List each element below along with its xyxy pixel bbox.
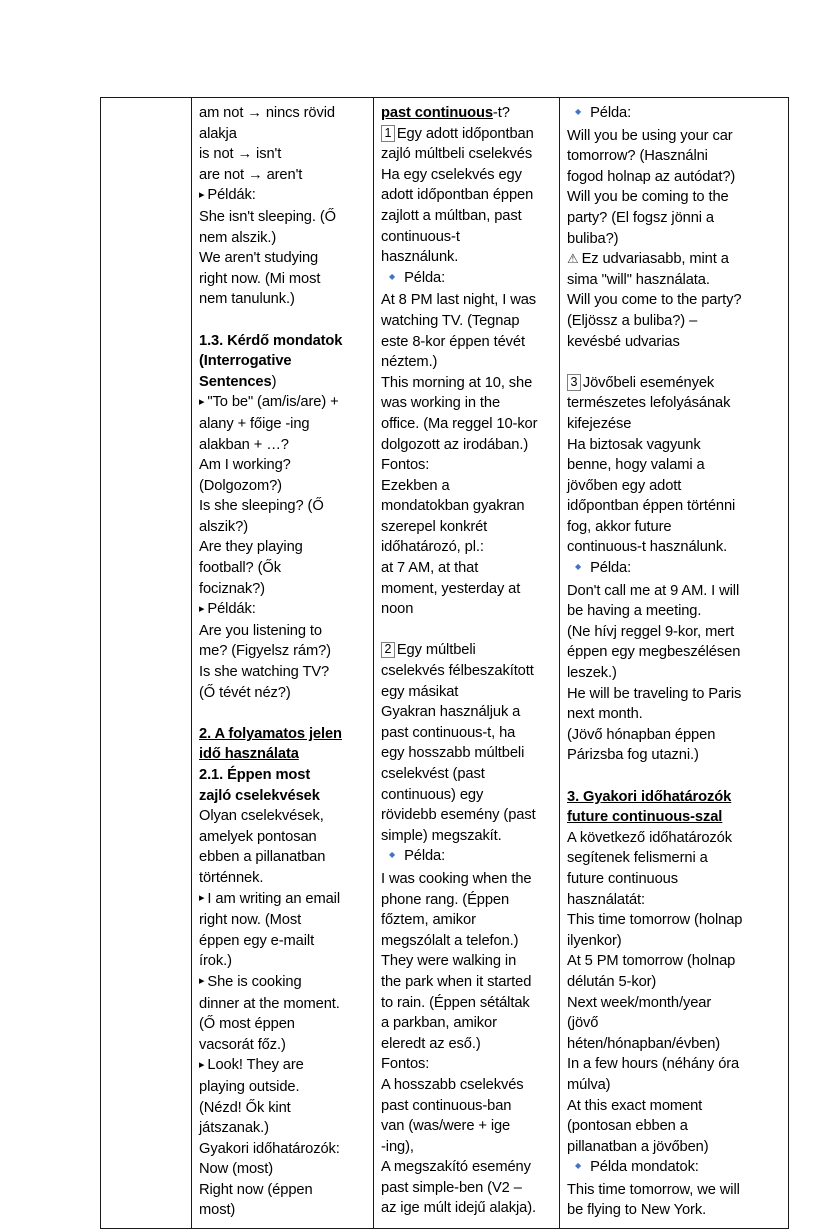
text-line: leszek.) [567, 665, 617, 682]
text-line: Ezekben a [381, 477, 450, 494]
text-line: Olyan cselekvések, [199, 808, 324, 825]
text-line: watching TV. (Tegnap [381, 312, 520, 329]
heading-line: 1.3. Kérdő mondatok [199, 332, 343, 349]
text-line: Is she sleeping? (Ő [199, 498, 324, 515]
text-line: segítenek felismerni a [567, 850, 708, 867]
text-line: fociznak?) [199, 580, 265, 597]
text-line: játszanak.) [199, 1120, 269, 1137]
line-spacer [567, 352, 781, 373]
text-line: am not → nincs rövid [199, 105, 335, 121]
text-line: Right now (éppen [199, 1181, 313, 1198]
section-heading-line: 2. A folyamatos jelen [199, 725, 342, 742]
text-line: Now (most) [199, 1161, 274, 1178]
diamond-bullet-line: ◆ Példa: [567, 103, 781, 126]
cell-content-present-continuous [199, 103, 366, 1221]
text-line: megszólalt a telefon.) [381, 932, 519, 949]
diamond-bullet-line: ◆ Példa: [567, 558, 781, 581]
text-line: vacsorát főz.) [199, 1036, 286, 1053]
grammar-reference-table [100, 97, 789, 1229]
text-line: Are they playing [199, 539, 303, 556]
text-line: (jövő [567, 1015, 599, 1032]
text-line: continuous) egy [381, 786, 484, 803]
text-line: continuous-t [381, 228, 460, 245]
text-line: She isn't sleeping. (Ő [199, 208, 336, 225]
text-line: időhatározó, pl.: [381, 539, 484, 556]
text-line: nem alszik.) [199, 229, 277, 246]
text-line: simple) megszakít. [381, 827, 502, 844]
triangle-bullet-line: ▸ Példák: [199, 599, 366, 621]
heading-text: Sentences [199, 373, 272, 390]
text-line: continuous-t használunk. [567, 539, 728, 556]
text-line: fog, akkor future [567, 518, 672, 535]
text-line: Is she watching TV? [199, 664, 330, 681]
text-line: be having a meeting. [567, 603, 702, 620]
text-line: zajlott a múltban, past [381, 207, 522, 224]
text-line: Next week/month/year [567, 994, 712, 1011]
heading-line: Sentences) [199, 373, 277, 390]
text-line: héten/hónapban/évben) [567, 1035, 721, 1052]
text-line: A megszakító esemény [381, 1159, 531, 1176]
triangle-bullet-line: ▸ Look! They are [199, 1055, 366, 1077]
text-line: At 8 PM last night, I was [381, 292, 537, 309]
text-line: Am I working? [199, 457, 291, 474]
text-line: alszik?) [199, 518, 248, 535]
text-line: ilyenkor) [567, 932, 622, 949]
text-line: A hosszabb cselekvés [381, 1076, 524, 1093]
text-line: playing outside. [199, 1078, 300, 1095]
text-line: van (was/were + ige [381, 1118, 511, 1135]
text-line: is not → isn't [199, 146, 282, 163]
diamond-bullet-line: ◆ Példa mondatok: [567, 1157, 781, 1180]
line-spacer [567, 766, 781, 787]
text-line: future continuous [567, 870, 678, 887]
text-line: sima "will" használata. [567, 271, 710, 288]
text-line: kifejezése [567, 415, 632, 432]
text-line: az ige múlt idejű alakja). [381, 1200, 536, 1217]
text-line: at 7 AM, at that [381, 560, 479, 577]
text-line: (Jövő hónapban éppen [567, 726, 716, 743]
text-line: egy másikat [381, 683, 459, 700]
text-line: kevésbé udvarias [567, 333, 680, 350]
text-line: A következő időhatározók [567, 829, 732, 846]
text-line: office. (Ma reggel 10-kor [381, 415, 538, 432]
text-line: alakban + …? [199, 436, 289, 453]
text-line: was working in the [381, 395, 501, 412]
text-line: használatát: [567, 891, 646, 908]
triangle-bullet-line: ▸ I am writing an email [199, 889, 366, 911]
warning-line: ⚠ Ez udvariasabb, mint a [567, 251, 729, 268]
text-line: (Dolgozom?) [199, 477, 282, 494]
text-line: Gyakran használjuk a [381, 704, 521, 721]
text-line: (Nézd! Ők kint [199, 1099, 291, 1116]
text-line: pillanatban a jövőben) [567, 1138, 709, 1155]
text-line: benne, hogy valami a [567, 457, 705, 474]
text-line: időpontban éppen történni [567, 498, 736, 515]
text-line: (Eljössz a buliba?) – [567, 312, 698, 329]
text-line: (Ne hívj reggel 9-kor, mert [567, 623, 735, 640]
text-line: (pontosan ebben a [567, 1118, 688, 1135]
text-line: alany + főige -ing [199, 415, 310, 432]
text-line: alakja [199, 125, 237, 142]
text-line: He will be traveling to Paris [567, 685, 742, 702]
section-heading-line: idő használata [199, 746, 299, 763]
text-line: I was cooking when the [381, 870, 532, 887]
text-line: Fontos: [381, 457, 430, 474]
text-line: mondatokban gyakran [381, 498, 525, 515]
text-line: next month. [567, 706, 643, 723]
text-line: természetes lefolyásának [567, 395, 731, 412]
triangle-bullet-line: ▸ She is cooking [199, 972, 366, 994]
text-line: néztem.) [381, 354, 438, 371]
table-cell-empty-left [101, 98, 192, 1229]
table-cell-past-continuous [374, 98, 560, 1229]
text-line: -ing), [381, 1138, 414, 1155]
table-cell-present-continuous [192, 98, 374, 1229]
text-line: fogod holnap az autódat?) [567, 168, 736, 185]
numbered-item-line: 3 Jövőbeli események [567, 373, 781, 394]
text-line: ebben a pillanatban [199, 849, 326, 866]
text-line: használunk. [381, 249, 459, 266]
text-line: phone rang. (Éppen [381, 891, 510, 908]
line-spacer [199, 703, 366, 724]
text-line: nem tanulunk.) [199, 291, 295, 308]
text-line: past continuous-t, ha [381, 724, 516, 741]
text-line: Are you listening to [199, 622, 322, 639]
text-line: They were walking in [381, 953, 517, 970]
text-line: cselekvést (past [381, 766, 485, 782]
numbered-item-line: 1 Egy adott időpontban [381, 124, 552, 145]
cell-content-past-continuous [381, 103, 552, 1219]
text-line: jövőben egy adott [567, 477, 682, 494]
text-line: eleredt az eső.) [381, 1035, 481, 1052]
text-line: cselekvés félbeszakított [381, 663, 534, 680]
heading-line: 2.1. Éppen most [199, 767, 311, 783]
text-line: At 5 PM tomorrow (holnap [567, 953, 736, 970]
text-line: This morning at 10, she [381, 374, 533, 391]
term-heading-line: past continuous-t? [381, 105, 510, 121]
text-line: főztem, amikor [381, 912, 476, 929]
text-line: Ha egy cselekvés egy [381, 166, 522, 183]
text-line: este 8-kor éppen tévét [381, 333, 525, 350]
section-heading-line: 3. Gyakori időhatározók [567, 788, 732, 805]
text-line: múlva) [567, 1076, 611, 1093]
warning-triangle-icon: ⚠ [567, 251, 579, 267]
text-line: be flying to New York. [567, 1202, 707, 1219]
list-number-box: 1 [381, 125, 395, 142]
text-line: (Ő most éppen [199, 1016, 295, 1033]
text-line: zajló múltbeli cselekvés [381, 146, 533, 163]
text-line: are not → aren't [199, 166, 303, 183]
text-line: right now. (Mi most [199, 270, 321, 287]
text-line: Ha biztosak vagyunk [567, 436, 701, 453]
text-line: to rain. (Éppen sétáltak [381, 994, 530, 1011]
text-line: adott időpontban éppen [381, 187, 534, 204]
list-number-box: 3 [567, 374, 581, 391]
line-spacer [199, 310, 366, 331]
list-number-box: 2 [381, 642, 395, 659]
text-line: dolgozott az irodában.) [381, 436, 529, 453]
text-line: This time tomorrow (holnap [567, 912, 743, 929]
text-line: Don't call me at 9 AM. I will [567, 582, 740, 599]
text-line: éppen egy e-mailt [199, 932, 315, 949]
text-line: Will you be using your car [567, 127, 733, 144]
diamond-bullet-line: ◆ Példa: [381, 268, 552, 291]
triangle-bullet-line: ▸ Példák: [199, 185, 366, 207]
table-row [101, 98, 789, 1229]
text-line: délután 5-kor) [567, 973, 657, 990]
text-line: Gyakori időhatározók: [199, 1140, 340, 1157]
text-line: At this exact moment [567, 1097, 703, 1114]
triangle-bullet-line: ▸ "To be" (am/is/are) + [199, 392, 366, 414]
text-line: noon [381, 601, 414, 618]
cell-content-future-continuous [567, 103, 781, 1221]
text-line: egy hosszabb múltbeli [381, 745, 525, 762]
text-line: past simple-ben (V2 – [381, 1179, 522, 1196]
text-line: amelyek pontosan [199, 828, 317, 845]
text-line: tomorrow? (Használni [567, 148, 708, 165]
text-line: me? (Figyelsz rám?) [199, 643, 331, 660]
text-line: Will you come to the party? [567, 292, 742, 309]
numbered-item-line: 2 Egy múltbeli [381, 640, 552, 661]
text-line: szerepel konkrét [381, 518, 488, 535]
table-cell-future-continuous [560, 98, 789, 1229]
text-line: Fontos: [381, 1056, 430, 1073]
text-line: (Ő tévét néz?) [199, 684, 291, 701]
text-line: This time tomorrow, we will [567, 1181, 740, 1198]
section-heading-line: future continuous-szal [567, 809, 723, 826]
text-line: történnek. [199, 869, 264, 886]
diamond-bullet-line: ◆ Példa: [381, 846, 552, 869]
text-line: a parkban, amikor [381, 1015, 497, 1032]
text-line: dinner at the moment. [199, 995, 340, 1012]
text-line: írok.) [199, 953, 232, 970]
heading-line: zajló cselekvések [199, 787, 320, 804]
text-line: Will you be coming to the [567, 189, 729, 206]
text-line: We aren't studying [199, 250, 319, 267]
heading-line: (Interrogative [199, 353, 292, 370]
text-line: buliba?) [567, 230, 619, 247]
text-line: party? (El fogsz jönni a [567, 209, 714, 226]
text-line: moment, yesterday at [381, 580, 521, 597]
text-line: most) [199, 1202, 236, 1219]
text-line: éppen egy megbeszélésen [567, 644, 741, 661]
text-line: In a few hours (néhány óra [567, 1056, 740, 1073]
text-line: rövidebb esemény (past [381, 807, 536, 824]
text-line: past continuous-ban [381, 1097, 512, 1114]
text-line: football? (Ők [199, 560, 281, 577]
line-spacer [381, 620, 552, 641]
term-text: past continuous [381, 105, 493, 121]
text-line: Párizsba fog utazni.) [567, 747, 699, 764]
text-line: the park when it started [381, 973, 532, 990]
text-line: right now. (Most [199, 912, 302, 929]
